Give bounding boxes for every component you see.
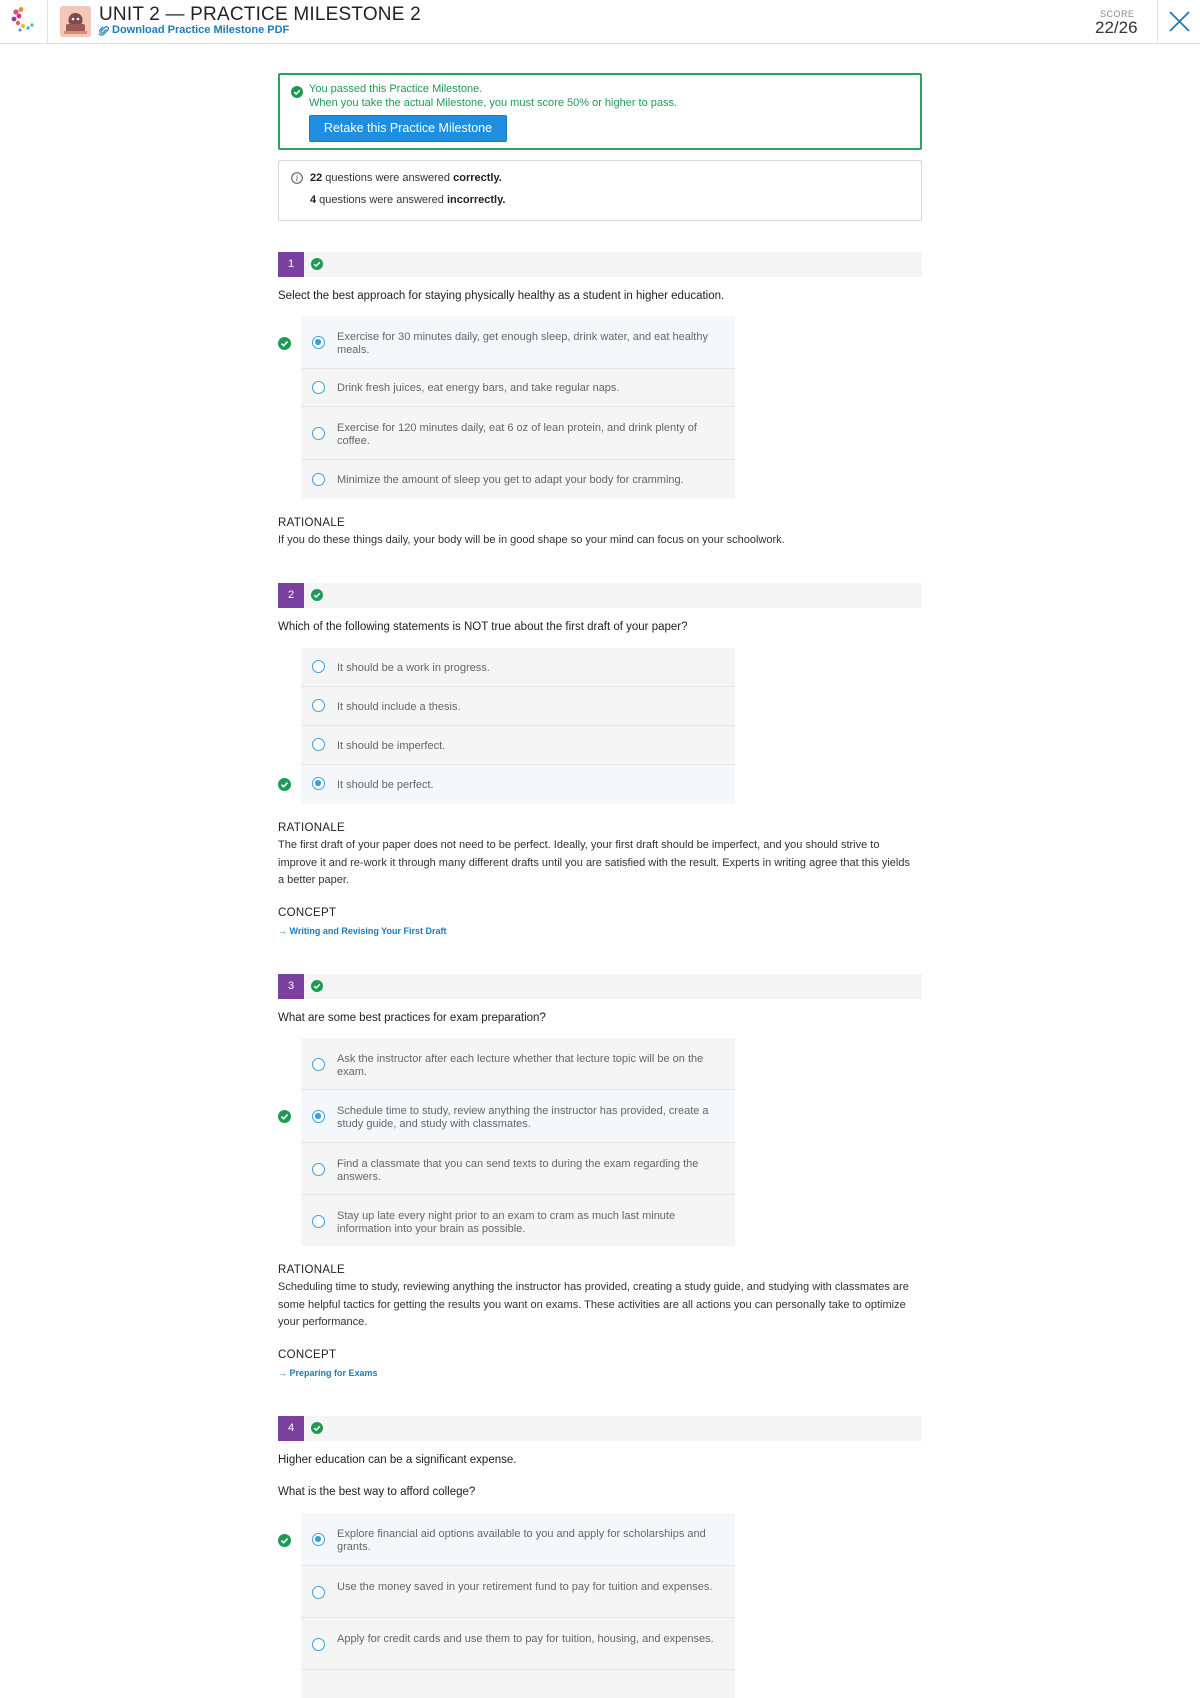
concept-link[interactable]: → Writing and Revising Your First Draft — [278, 926, 447, 936]
answer-text: It should be imperfect. — [337, 740, 446, 752]
info-icon — [291, 172, 303, 184]
rationale-heading: RATIONALE — [278, 822, 346, 834]
rationale-text: The first draft of your paper does not need to be perfect. Ideally, your first draft should be imperfect, and you should strive to improve it and re-work it through many different drafts until you are satisfied with the result. Experts in writing agree that this yields a better paper. — [278, 839, 910, 886]
question-header — [278, 1416, 922, 1441]
download-pdf-link[interactable] — [99, 24, 289, 36]
answer-text: Explore financial aid options available to you and apply for scholarships and grants. — [337, 1528, 706, 1553]
question-number: 4 — [278, 1416, 304, 1441]
answer-text: Find a classmate that you can send texts to during the exam regarding the answers. — [337, 1158, 699, 1183]
score-value: 22/26 — [1095, 18, 1138, 37]
download-pdf-label: Download Practice Milestone PDF — [112, 24, 290, 36]
top-header — [0, 0, 1200, 44]
incorrect-mid: questions were answered — [316, 194, 447, 206]
correct-summary — [310, 172, 502, 184]
answer-text: It should be perfect. — [337, 779, 434, 791]
answer-text: Apply for credit cards and use them to pay for tuition, housing, and expenses. — [337, 1633, 714, 1645]
radio-icon[interactable] — [312, 699, 325, 712]
radio-icon[interactable] — [312, 473, 325, 486]
answer-option[interactable] — [301, 1566, 735, 1618]
radio-icon[interactable] — [312, 1163, 325, 1176]
correct-check-icon — [311, 1422, 323, 1434]
answer-option[interactable] — [301, 1618, 735, 1670]
answer-text: Exercise for 30 minutes daily, get enough sleep, drink water, and eat healthy meals. — [337, 331, 708, 356]
pass-message — [309, 82, 677, 110]
rationale-heading: RATIONALE — [278, 1264, 346, 1276]
incorrect-summary — [310, 194, 505, 206]
concept-heading: CONCEPT — [278, 907, 337, 919]
answer-text: Schedule time to study, review anything the instructor has provided, create a study guide, and study with classmates. — [337, 1105, 709, 1130]
radio-selected-icon[interactable] — [312, 1110, 325, 1123]
answer-text: Drink fresh juices, eat energy bars, and take regular naps. — [337, 382, 620, 394]
question-text: Higher education can be a significant expense. — [278, 1454, 517, 1466]
answer-option[interactable] — [301, 1038, 735, 1090]
incorrect-count: 4 — [310, 194, 317, 206]
pass-banner — [278, 73, 922, 150]
correct-mid: questions were answered — [322, 172, 454, 184]
question-header — [278, 252, 922, 277]
radio-selected-icon[interactable] — [312, 777, 325, 790]
question-number: 3 — [278, 974, 304, 999]
answer-option[interactable] — [301, 648, 735, 687]
answer-option[interactable] — [301, 1195, 735, 1246]
question-number: 2 — [278, 583, 304, 608]
correct-check-icon — [311, 589, 323, 601]
correct-word: correctly. — [453, 172, 502, 184]
unit-thumbnail — [60, 6, 91, 37]
rationale-text: If you do these things daily, your body will be in good shape so your mind can focus on your schoolwork. — [278, 534, 785, 546]
rationale-text: Scheduling time to study, reviewing anything the instructor has provided, creating a study guide, and studying with classmates are some helpful tactics for getting the results you want on exams. These activities are all actions you can personally take to optimize your performance. — [278, 1281, 909, 1328]
close-button[interactable] — [1157, 0, 1200, 43]
pass-line-1: You passed this Practice Milestone. — [309, 83, 483, 95]
retake-button[interactable]: Retake this Practice Milestone — [309, 115, 507, 142]
radio-selected-icon[interactable] — [312, 336, 325, 349]
concept-link[interactable]: → Preparing for Exams — [278, 1368, 378, 1378]
question-text: Which of the following statements is NOT true about the first draft of your paper? — [278, 621, 688, 633]
answer-options — [301, 316, 735, 499]
answer-text: Ask the instructor after each lecture whether that lecture topic will be on the exam. — [337, 1053, 704, 1078]
answer-text: Stay up late every night prior to an exam to cram as much last minute information into your brain as possible. — [337, 1210, 676, 1235]
answer-text: It should be a work in progress. — [337, 662, 490, 674]
answer-option[interactable] — [301, 369, 735, 407]
sophia-logo-icon — [10, 6, 38, 36]
answer-options — [301, 648, 735, 804]
selected-correct-icon — [278, 1110, 291, 1123]
answer-option[interactable] — [301, 407, 735, 460]
answer-text: It should include a thesis. — [337, 701, 461, 713]
radio-selected-icon[interactable] — [312, 1533, 325, 1546]
selected-correct-icon — [278, 778, 291, 791]
radio-icon[interactable] — [312, 427, 325, 440]
radio-icon[interactable] — [312, 1215, 325, 1228]
pass-line-2: When you take the actual Milestone, you must score 50% or higher to pass. — [309, 97, 678, 109]
correct-check-icon — [311, 980, 323, 992]
answer-text: Minimize the amount of sleep you get to adapt your body for cramming. — [337, 474, 684, 486]
correct-check-icon — [311, 258, 323, 270]
question-text: Select the best approach for staying physically healthy as a student in higher education. — [278, 290, 725, 302]
answer-options — [301, 1038, 735, 1246]
radio-icon[interactable] — [312, 1586, 325, 1599]
question-header — [278, 583, 922, 608]
check-circle-icon — [291, 86, 303, 98]
question-text-2: What is the best way to afford college? — [278, 1486, 476, 1498]
concept-heading: CONCEPT — [278, 1349, 337, 1361]
radio-icon[interactable] — [312, 660, 325, 673]
rationale-heading: RATIONALE — [278, 517, 346, 529]
selected-correct-icon — [278, 337, 291, 350]
app-logo[interactable] — [0, 0, 48, 43]
results-summary — [278, 160, 922, 221]
svg-text:i: i — [295, 174, 299, 183]
question-header — [278, 974, 922, 999]
score-label: SCORE — [1100, 9, 1135, 19]
question-text: What are some best practices for exam preparation? — [278, 1012, 546, 1024]
question-number: 1 — [278, 252, 304, 277]
answer-text: Exercise for 120 minutes daily, eat 6 oz of lean protein, and drink plenty of coffee. — [337, 422, 697, 447]
paperclip-icon — [99, 25, 109, 36]
page-title: UNIT 2 — PRACTICE MILESTONE 2 — [99, 4, 421, 25]
selected-correct-icon — [278, 1534, 291, 1547]
answer-option[interactable] — [301, 687, 735, 726]
correct-count: 22 — [310, 172, 323, 184]
answer-option[interactable] — [301, 1143, 735, 1195]
radio-icon[interactable] — [312, 1058, 325, 1071]
answer-option[interactable] — [301, 1090, 735, 1143]
answer-options — [301, 1513, 735, 1698]
answer-option[interactable] — [301, 765, 735, 804]
incorrect-word: incorrectly. — [446, 194, 506, 206]
close-icon — [1169, 11, 1190, 32]
answer-option[interactable] — [301, 460, 735, 499]
radio-icon[interactable] — [312, 1638, 325, 1651]
answer-option[interactable] — [301, 726, 735, 765]
radio-icon[interactable] — [312, 738, 325, 751]
answer-option[interactable] — [301, 316, 735, 369]
answer-option[interactable] — [301, 1513, 735, 1566]
answer-text: Use the money saved in your retirement fund to pay for tuition and expenses. — [337, 1581, 713, 1593]
radio-icon[interactable] — [312, 381, 325, 394]
